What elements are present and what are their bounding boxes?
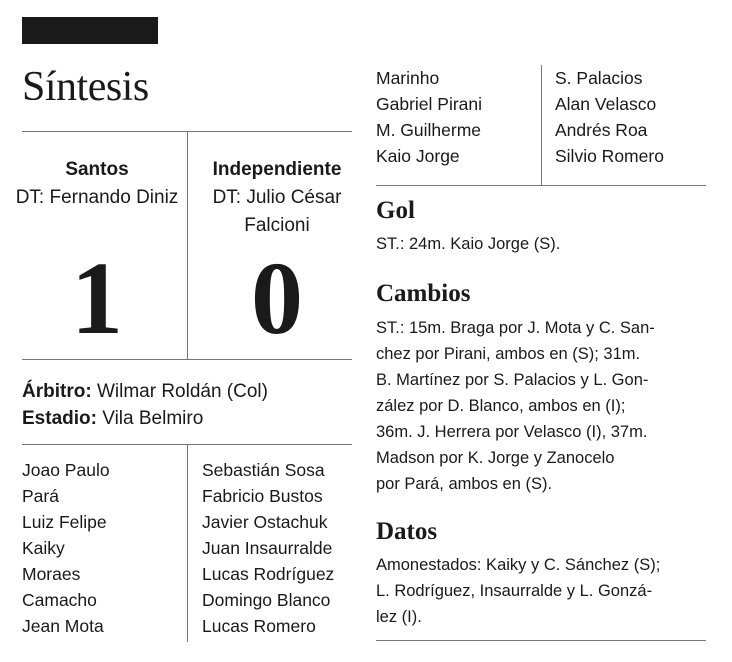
player-name: Kaiky — [22, 538, 65, 558]
home-coach: DT: Fernando Diniz — [15, 187, 179, 208]
referee-value: Wilmar Roldán (Col) — [96, 381, 268, 402]
goal-heading: Gol — [376, 197, 415, 224]
player-name: Pará — [22, 486, 59, 506]
data-line: L. Rodríguez, Insaurralde y L. Gonzá- — [376, 582, 653, 600]
changes-line: B. Martínez por S. Palacios y L. Gon- — [376, 371, 649, 389]
player-name: S. Palacios — [555, 68, 643, 88]
referee-label: Árbitro: — [22, 381, 92, 402]
player-name: Jean Mota — [22, 616, 104, 636]
rule-bottom-right — [376, 640, 706, 641]
changes-line: ST.: 15m. Braga por J. Mota y C. San- — [376, 319, 655, 337]
player-name: Fabricio Bustos — [202, 486, 323, 506]
player-name: Lucas Romero — [202, 616, 316, 636]
player-name: Luiz Felipe — [22, 512, 107, 532]
player-name: Kaio Jorge — [376, 146, 460, 166]
player-name: Sebastián Sosa — [202, 460, 325, 480]
data-line: lez (I). — [376, 608, 422, 626]
away-team-name: Independiente — [212, 159, 342, 180]
changes-line: Madson por K. Jorge y Zanocelo — [376, 449, 615, 467]
changes-line: por Pará, ambos en (S). — [376, 475, 553, 493]
away-team — [195, 156, 359, 240]
away-lineup-a — [202, 457, 334, 639]
player-name: Gabriel Pirani — [376, 94, 483, 114]
player-name: Javier Ostachuk — [202, 512, 328, 532]
changes-line: 36m. J. Herrera por Velasco (I), 37m. — [376, 423, 648, 441]
stadium-value: Vila Belmiro — [102, 408, 204, 429]
home-lineup-b — [376, 65, 482, 169]
player-name: Joao Paulo — [22, 460, 110, 480]
away-lineup-b — [555, 65, 664, 169]
data-text — [376, 552, 706, 630]
section-bar — [22, 17, 158, 44]
home-team-name: Santos — [65, 159, 129, 180]
section-title: Síntesis — [22, 64, 149, 110]
changes-line: chez por Pirani, ambos en (S); 31m. — [376, 345, 641, 363]
stadium-line — [22, 405, 203, 432]
team-divider — [187, 131, 188, 359]
player-name: Moraes — [22, 564, 81, 584]
player-name: Silvio Romero — [555, 146, 664, 166]
player-name: Camacho — [22, 590, 97, 610]
data-line: Amonestados: Kaiky y C. Sánchez (S); — [376, 556, 661, 574]
away-coach: DT: Julio César Falcioni — [212, 187, 342, 236]
player-name: Marinho — [376, 68, 440, 88]
changes-heading: Cambios — [376, 280, 471, 307]
rule-lineups-bottom — [376, 185, 706, 186]
player-name: M. Guilherme — [376, 120, 482, 140]
player-name: Lucas Rodríguez — [202, 564, 335, 584]
lineup-divider — [187, 444, 188, 642]
player-name: Alan Velasco — [555, 94, 657, 114]
lineup-divider-b — [541, 65, 542, 185]
data-heading: Datos — [376, 518, 438, 545]
away-score: 0 — [251, 241, 303, 356]
home-score: 1 — [71, 241, 123, 356]
changes-line: zález por D. Blanco, ambos en (I); — [376, 397, 626, 415]
player-name: Andrés Roa — [555, 120, 648, 140]
stadium-label: Estadio: — [22, 408, 97, 429]
player-name: Domingo Blanco — [202, 590, 331, 610]
home-team — [15, 156, 179, 212]
home-lineup-a — [22, 457, 110, 639]
changes-text — [376, 315, 706, 497]
player-name: Juan Insaurralde — [202, 538, 333, 558]
referee-line — [22, 378, 268, 405]
goal-line: ST.: 24m. Kaio Jorge (S). — [376, 235, 561, 253]
goal-text — [376, 231, 706, 257]
rule-score-bottom — [22, 359, 352, 360]
